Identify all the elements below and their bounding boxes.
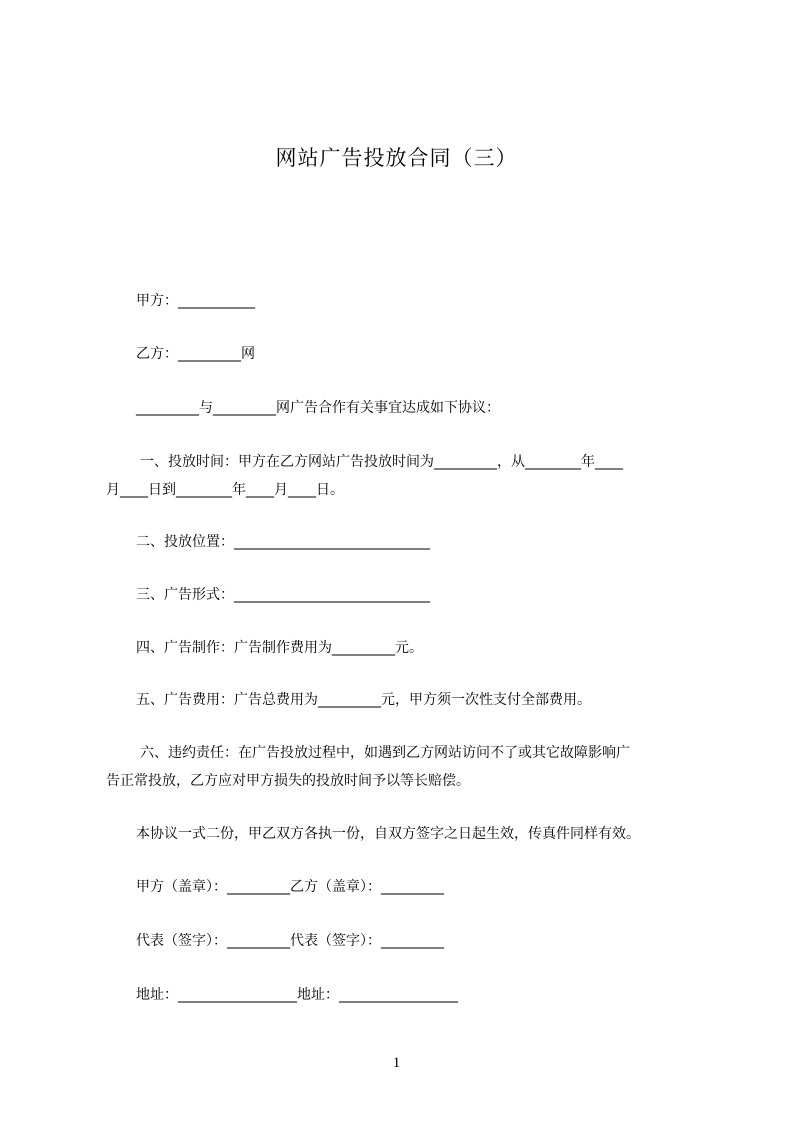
clause-breach-line2: 告正常投放，乙方应对甲方损失的投放时间予以等长赔偿。: [106, 773, 470, 789]
intro-line: _________与_________网广告合作有关事宜达成如下协议：: [136, 400, 500, 416]
party-a-line: 甲方：___________: [136, 293, 255, 309]
party-b-line: 乙方：_________网: [136, 346, 255, 362]
signature-rep-line: 代表（签字）：_________代表（签字）：_________: [136, 933, 444, 949]
signature-seal-line: 甲方（盖章）：_________乙方（盖章）：_________: [136, 879, 444, 895]
clause-breach-line1: 六、违约责任：在广告投放过程中，如遇到乙方网站访问不了或其它故障影响广: [140, 745, 630, 761]
clause-time-line2: 月____日到________年____月____日。: [106, 482, 344, 498]
clause-production: 四、广告制作：广告制作费用为_________元。: [136, 640, 423, 656]
signature-address-line: 地址：_________________地址：_________________: [136, 987, 458, 1003]
copies-clause: 本协议一式二份，甲乙双方各执一份，自双方签字之日起生效，传真件同样有效。: [136, 826, 640, 842]
clause-fee: 五、广告费用：广告总费用为_________元，甲方须一次性支付全部费用。: [136, 692, 591, 708]
page-number: 1: [392, 1055, 401, 1071]
document-title: 网站广告投放合同（三）: [275, 146, 518, 170]
clause-time-line1: 一、投放时间：甲方在乙方网站广告投放时间为_________，从________年____: [140, 454, 623, 470]
clause-position: 二、投放位置：____________________________: [136, 534, 430, 550]
clause-form: 三、广告形式：____________________________: [136, 587, 430, 603]
